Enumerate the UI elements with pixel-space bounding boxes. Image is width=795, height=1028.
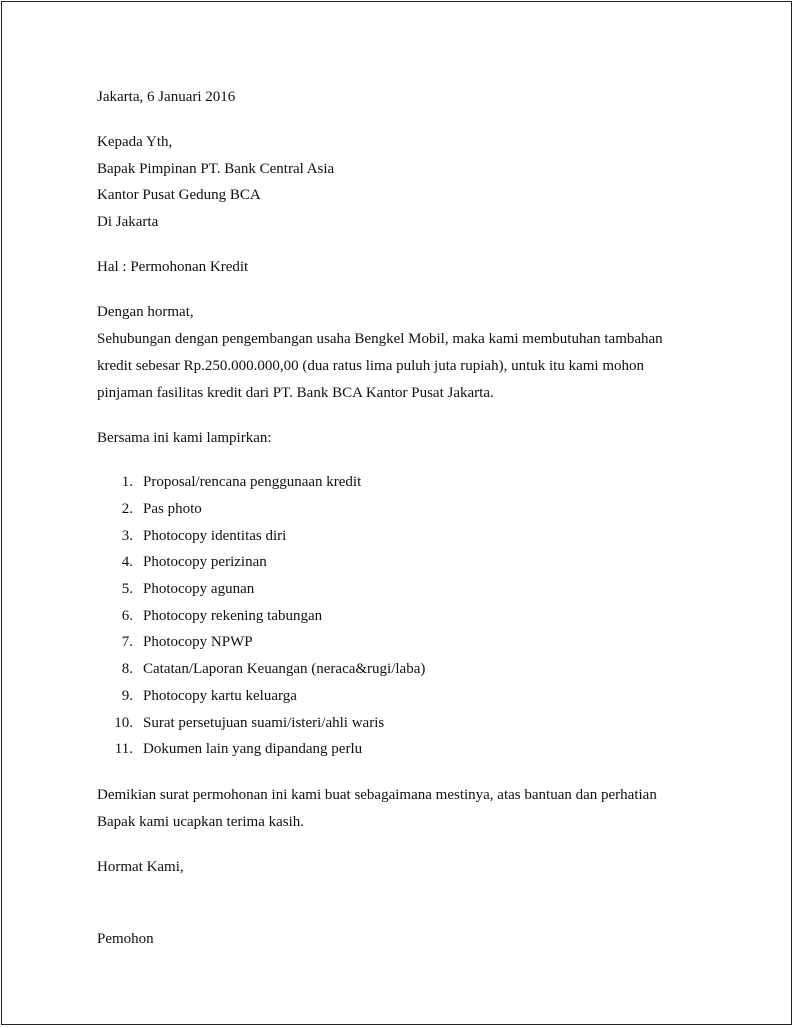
closing-line-1: Demikian surat permohonan ini kami buat sebagaimana mestinya, atas bantuan dan perhatian <box>97 787 657 803</box>
list-item-number: 4. <box>121 554 133 570</box>
list-item-number: 9. <box>121 688 133 704</box>
closing-line-2: Bapak kami ucapkan terima kasih. <box>97 814 305 830</box>
body-line-3: pinjaman fasilitas kredit dari PT. Bank BCA Kantor Pusat Jakarta. <box>97 385 494 401</box>
list-item-number: 2. <box>121 501 133 517</box>
list-item-number: 5. <box>121 581 133 597</box>
list-item: Photocopy NPWP <box>143 634 253 650</box>
list-item: Photocopy kartu keluarga <box>143 688 297 704</box>
recipient-line-1: Kepada Yth, <box>97 134 173 150</box>
list-item: Photocopy rekening tabungan <box>143 608 323 624</box>
list-item-number: 6. <box>121 608 133 624</box>
list-item: Photocopy identitas diri <box>143 528 287 544</box>
letter-page <box>1 1 792 1025</box>
recipient-line-2: Bapak Pimpinan PT. Bank Central Asia <box>97 161 335 177</box>
list-item: Photocopy perizinan <box>143 554 267 570</box>
list-item-number: 7. <box>121 634 133 650</box>
list-item-number: 10. <box>114 715 133 731</box>
list-item: Pas photo <box>143 501 202 517</box>
place-date: Jakarta, 6 Januari 2016 <box>97 89 236 105</box>
list-item: Surat persetujuan suami/isteri/ahli waris <box>143 715 385 731</box>
signer-name: Pemohon <box>97 931 154 947</box>
body-line-1: Sehubungan dengan pengembangan usaha Bengkel Mobil, maka kami membutuhan tambahan <box>97 331 663 347</box>
list-item: Photocopy agunan <box>143 581 255 597</box>
list-item-number: 8. <box>121 661 133 677</box>
list-item-number: 3. <box>121 528 133 544</box>
recipient-line-4: Di Jakarta <box>97 214 159 230</box>
subject-line: Hal : Permohonan Kredit <box>97 259 249 275</box>
list-item-number: 11. <box>114 741 133 757</box>
regards: Hormat Kami, <box>97 859 184 875</box>
recipient-line-3: Kantor Pusat Gedung BCA <box>97 187 261 203</box>
body-line-2: kredit sebesar Rp.250.000.000,00 (dua ratus lima puluh juta rupiah), untuk itu kami mohon <box>97 358 644 374</box>
attachments-intro: Bersama ini kami lampirkan: <box>97 430 272 446</box>
list-item: Dokumen lain yang dipandang perlu <box>143 741 363 757</box>
list-item-number: 1. <box>121 474 133 490</box>
list-item: Catatan/Laporan Keuangan (neraca&rugi/laba) <box>143 661 426 677</box>
salutation: Dengan hormat, <box>97 304 194 320</box>
list-item: Proposal/rencana penggunaan kredit <box>143 474 362 490</box>
